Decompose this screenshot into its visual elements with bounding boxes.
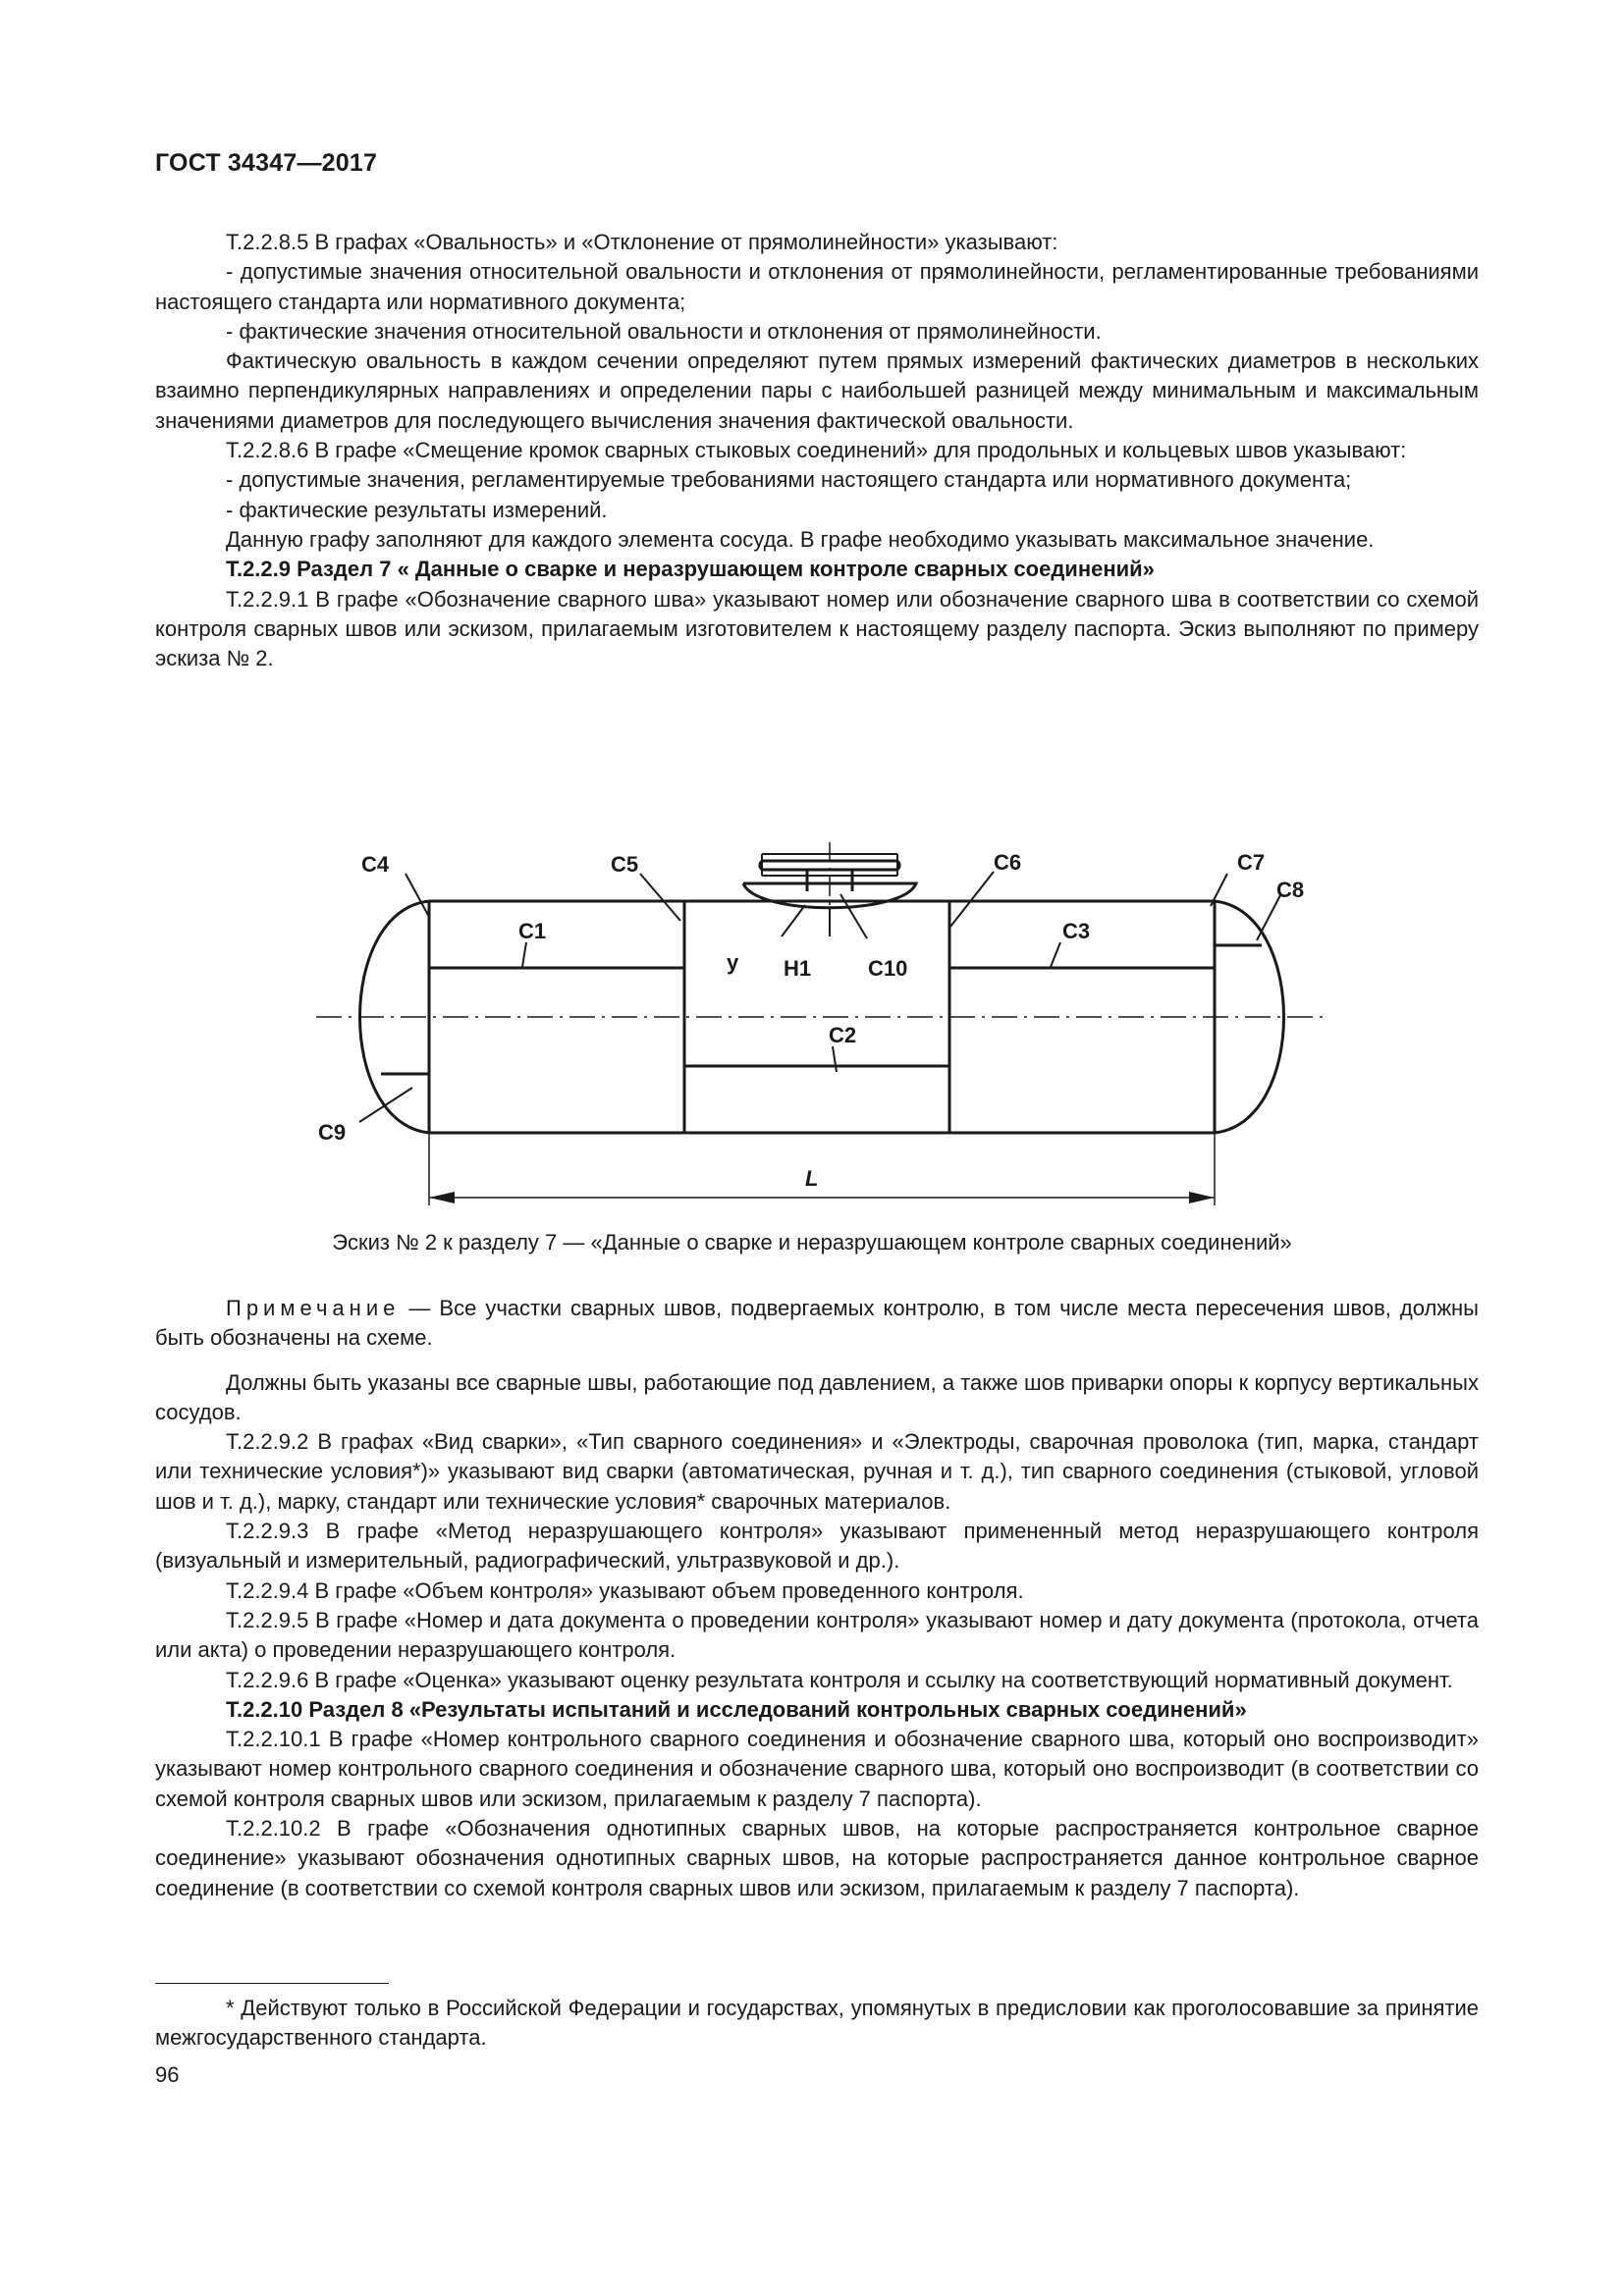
label-c1: С1 — [518, 919, 547, 943]
paragraph: Т.2.2.9.1 В графе «Обозначение сварного шва» указывают номер или обозначение сварного шва в соответствии со схемой контроля сварных швов или эскизом, прилагаемым изготовителем к настоящему разделу паспорта. Эскиз выполняют по примеру эскиза № 2. — [155, 586, 1479, 671]
label-c4: С4 — [361, 852, 390, 877]
label-c7: С7 — [1237, 850, 1266, 875]
paragraph: Т.2.2.9.2 В графах «Вид сварки», «Тип сварного соединения» и «Электроды, сварочная проволока (тип, марка, стандарт или технические условия*)» указывают вид сварки (автоматическая, ручная и т. д.), тип сварного соединения (стыковой, угловой шов и т. д.), марку, стандарт или технические условия* сварочных материалов. — [155, 1429, 1479, 1514]
paragraph: Фактическую овальность в каждом сечении определяют путем прямых измерений фактических диаметров в нескольких взаимно перпендикулярных направлениях и определении пары с наибольшей разницей между минимальным и максимальным значениями диаметров для последующего вычисления значения фактической овальности. — [155, 348, 1479, 433]
leader-c1 — [522, 942, 526, 967]
dim-arrow-right — [1189, 1192, 1215, 1203]
label-c8: С8 — [1276, 878, 1305, 902]
paragraph: Т.2.2.9.6 В графе «Оценка» указывают оценку результата контроля и ссылку на соответствующий нормативный документ. — [226, 1667, 1453, 1692]
paragraph: Т.2.2.9.3 В графе «Метод неразрушающего контроля» указывают примененный метод неразрушающего контроля (визуальный и измерительный, радиографический, ультразвуковой и др.). — [155, 1519, 1479, 1574]
label-c3: С3 — [1062, 919, 1091, 943]
leader-c9 — [359, 1088, 412, 1122]
document-header: ГОСТ 34347—2017 — [155, 149, 378, 177]
footnote-rule — [155, 1983, 389, 1984]
label-h1: Н1 — [784, 956, 812, 981]
label-c6: С6 — [994, 850, 1022, 875]
paragraph: Т.2.2.9.5 В графе «Номер и дата документа о проведении контроля» указывают номер и дату документа (протокола, отчета или акта) о проведении неразрушающего контроля. — [155, 1607, 1479, 1663]
lower-text-block — [155, 1294, 1479, 1903]
footnote — [155, 1994, 1479, 2053]
dim-arrow-left — [429, 1192, 455, 1203]
leader-c2 — [833, 1046, 837, 1072]
label-c10: С10 — [868, 956, 908, 981]
leader-y — [782, 905, 805, 936]
footnote-text: * Действуют только в Российской Федерации и государствах, упомянутых в предисловии как проголосовавшие за принятие межгосударственного стандарта. — [155, 1996, 1479, 2050]
paragraph: Т.2.2.8.5 В графах «Овальность» и «Отклонение от прямолинейности» указывают: — [226, 230, 1058, 254]
paragraph: Данную графу заполняют для каждого элемента сосуда. В графе необходимо указывать максимальное значение. — [226, 526, 1375, 552]
leader-c3 — [1051, 942, 1060, 967]
label-y: у — [727, 950, 739, 975]
list-item: - допустимые значения, регламентируемые требованиями настоящего стандарта или нормативного документа; — [226, 467, 1352, 493]
paragraph: Должны быть указаны все сварные швы, работающие под давлением, а также шов приварки опоры к корпусу вертикальных сосудов. — [155, 1369, 1479, 1424]
figure-caption: Эскиз № 2 к разделу 7 — «Данные о сварке и неразрушающем контроле сварных соединений» — [332, 1230, 1292, 1255]
list-item: - фактические результаты измерений. — [226, 497, 608, 522]
label-c9: С9 — [318, 1120, 347, 1145]
list-item: - фактические значения относительной овальности и отклонения от прямолинейности. — [226, 318, 1102, 344]
label-c5: С5 — [611, 852, 639, 877]
label-length: L — [805, 1166, 819, 1191]
paragraph: Т.2.2.9.4 В графе «Объем контроля» указывают объем проведенного контроля. — [226, 1577, 1024, 1603]
label-c2: С2 — [829, 1023, 857, 1047]
page-number: 96 — [155, 2062, 180, 2087]
paragraph: Т.2.2.10.2 В графе «Обозначения однотипных сварных швов, на которые распространяется контрольное сварное соединение» указывают обозначения однотипных сварных швов, на которые распространяется данное контрольное сварное соединение (в соответствии со схемой контроля сварных швов или эскизом, прилагаемым к разделу 7 паспорта). — [155, 1816, 1479, 1900]
section-7-heading: Т.2.2.9 Раздел 7 « Данные о сварке и неразрушающем контроле сварных соединений» — [226, 557, 1155, 582]
note — [155, 1294, 1479, 1354]
leader-c4 — [406, 874, 429, 917]
upper-text-block — [155, 228, 1479, 673]
list-item: - допустимые значения относительной овальности и отклонения от прямолинейности, регламентированные требованиями настоящего стандарта или нормативного документа; — [155, 259, 1479, 314]
leader-c6 — [950, 872, 994, 927]
note-label: Примечание — [226, 1296, 401, 1320]
vessel-weld-sketch — [295, 832, 1355, 1225]
note-text: — Все участки сварных швов, подвергаемых контролю, в том числе места пересечения швов, должны быть обозначены на схеме. — [155, 1296, 1479, 1351]
section-8-heading: Т.2.2.10 Раздел 8 «Результаты испытаний и исследований контрольных сварных соединений» — [226, 1696, 1247, 1722]
leader-c5 — [640, 874, 680, 921]
paragraph: Т.2.2.8.6 В графе «Смещение кромок сварных стыковых соединений» для продольных и кольцевых швов указывают: — [226, 438, 1407, 463]
paragraph: Т.2.2.10.1 В графе «Номер контрольного сварного соединения и обозначение сварного шва, который оно воспроизводит» указывают номер контрольного сварного соединения и обозначение сварного шва, который оно воспроизводит (в соответствии со схемой контроля сварных швов или эскизом, прилагаемым к разделу 7 паспорта). — [155, 1727, 1479, 1811]
